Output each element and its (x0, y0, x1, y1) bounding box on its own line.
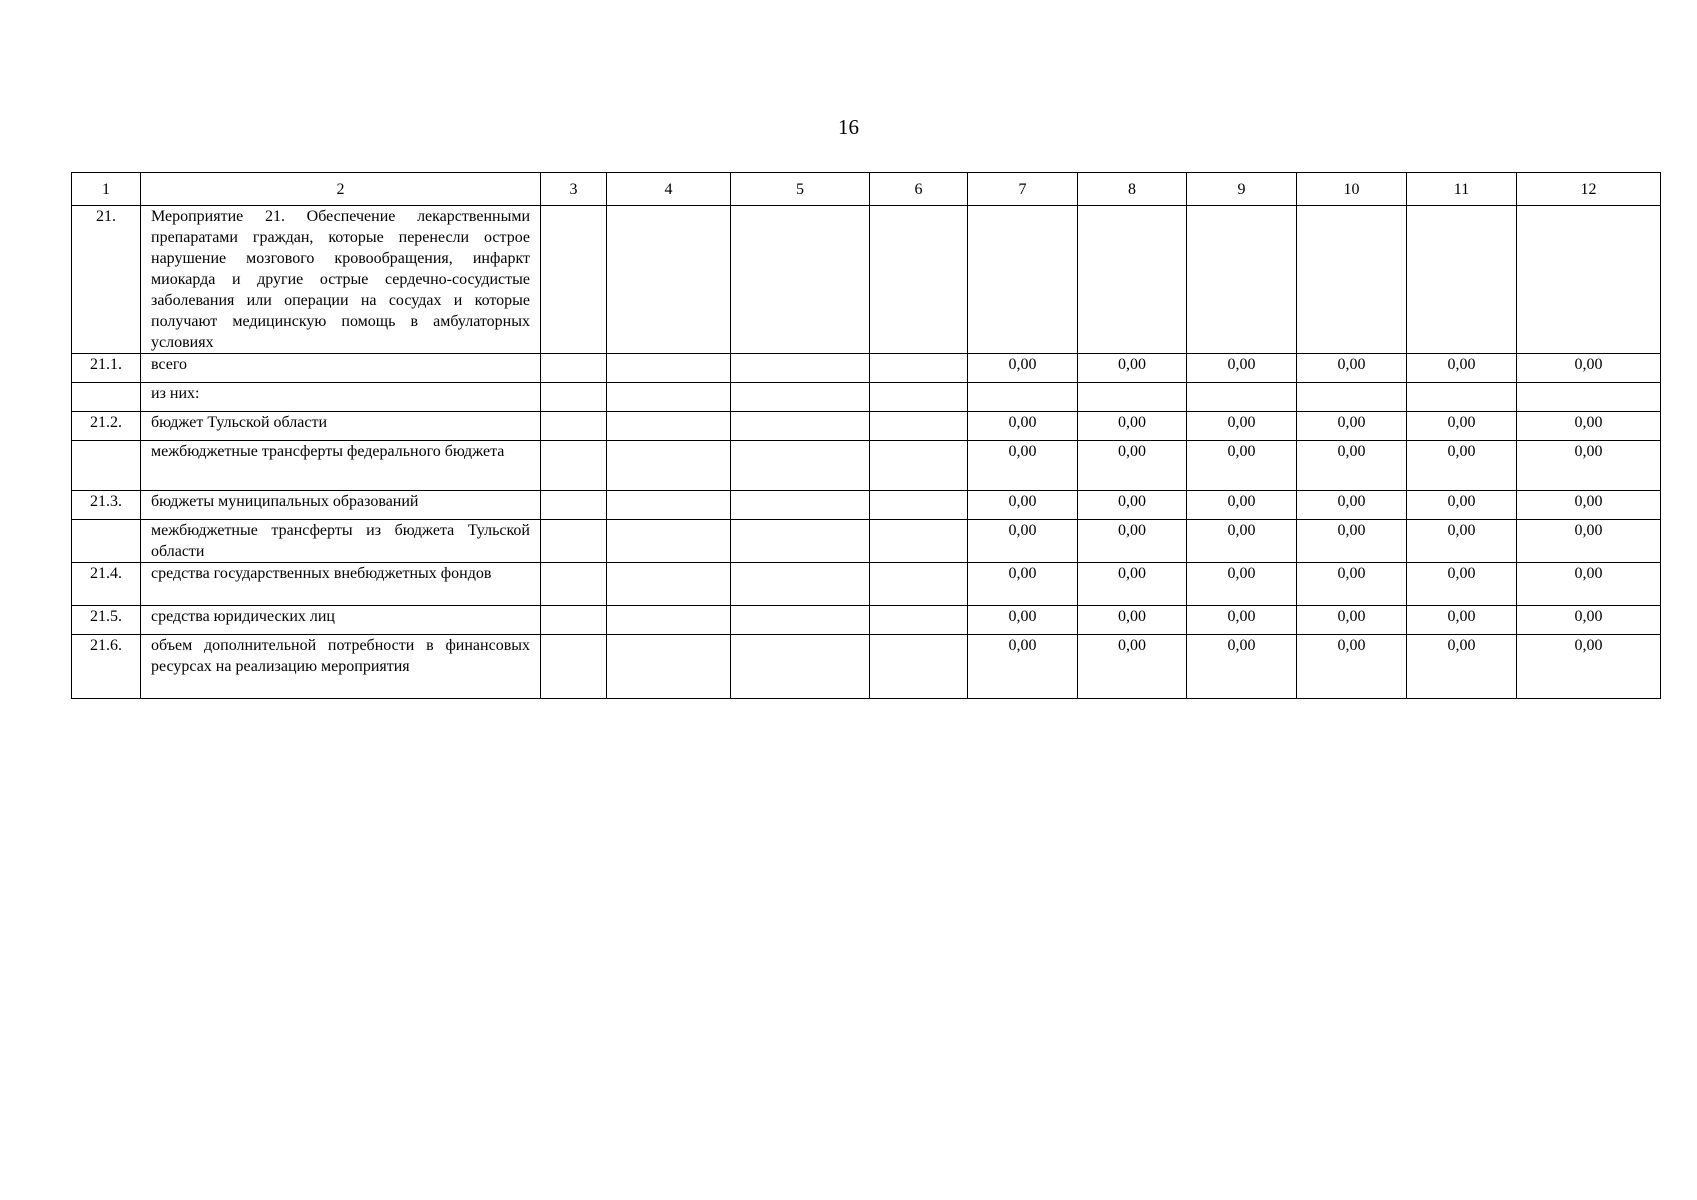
value-cell: 0,00 (968, 606, 1078, 635)
row-number-cell: 21. (72, 206, 141, 354)
value-cell: 0,00 (1187, 635, 1297, 699)
empty-cell (731, 206, 870, 354)
empty-cell (607, 635, 731, 699)
row-description-cell: межбюджетные трансферты из бюджета Тульской области (141, 520, 541, 563)
value-cell (1407, 206, 1517, 354)
empty-cell (541, 606, 607, 635)
empty-cell (607, 354, 731, 383)
column-header: 4 (607, 173, 731, 206)
value-cell (1297, 383, 1407, 412)
value-cell: 0,00 (1078, 635, 1187, 699)
table-row (72, 206, 1661, 354)
value-cell (1407, 383, 1517, 412)
value-cell: 0,00 (1297, 606, 1407, 635)
empty-cell (731, 354, 870, 383)
value-cell (968, 206, 1078, 354)
value-cell (1517, 206, 1661, 354)
value-cell: 0,00 (968, 491, 1078, 520)
empty-cell (541, 563, 607, 606)
empty-cell (541, 383, 607, 412)
column-header: 11 (1407, 173, 1517, 206)
row-number-cell: 21.1. (72, 354, 141, 383)
empty-cell (870, 383, 968, 412)
value-cell (1187, 383, 1297, 412)
empty-cell (541, 206, 607, 354)
value-cell: 0,00 (1187, 520, 1297, 563)
column-header: 7 (968, 173, 1078, 206)
empty-cell (607, 206, 731, 354)
empty-cell (607, 412, 731, 441)
row-description-cell: Мероприятие 21. Обеспечение лекарственными препаратами граждан, которые перенесли острое нарушение мозгового кровообращения, инфаркт миокарда и другие острые сердечно-сосудистые заболевания или операции на сосудах и которые получают медицинскую помощь в амбулаторных условиях (141, 206, 541, 354)
value-cell: 0,00 (1297, 441, 1407, 491)
empty-cell (607, 563, 731, 606)
row-description-cell: из них: (141, 383, 541, 412)
value-cell: 0,00 (1187, 412, 1297, 441)
empty-cell (870, 412, 968, 441)
table-row (72, 441, 1661, 491)
table-row (72, 635, 1661, 699)
value-cell: 0,00 (1187, 354, 1297, 383)
value-cell (1187, 206, 1297, 354)
column-number-row (72, 173, 1661, 206)
value-cell: 0,00 (1078, 354, 1187, 383)
empty-cell (607, 383, 731, 412)
row-number-cell: 21.6. (72, 635, 141, 699)
value-cell: 0,00 (1517, 635, 1661, 699)
value-cell (1517, 383, 1661, 412)
column-header: 3 (541, 173, 607, 206)
value-cell: 0,00 (1297, 563, 1407, 606)
row-number-cell (72, 520, 141, 563)
empty-cell (607, 441, 731, 491)
row-description-cell: всего (141, 354, 541, 383)
value-cell: 0,00 (1407, 412, 1517, 441)
column-header: 6 (870, 173, 968, 206)
empty-cell (607, 520, 731, 563)
value-cell: 0,00 (968, 563, 1078, 606)
empty-cell (870, 441, 968, 491)
value-cell: 0,00 (1078, 563, 1187, 606)
empty-cell (731, 491, 870, 520)
value-cell: 0,00 (1078, 606, 1187, 635)
value-cell (1078, 206, 1187, 354)
value-cell: 0,00 (1407, 563, 1517, 606)
table-row (72, 383, 1661, 412)
empty-cell (870, 520, 968, 563)
row-description-cell: межбюджетные трансферты федерального бюджета (141, 441, 541, 491)
value-cell: 0,00 (1297, 354, 1407, 383)
row-description-cell: бюджеты муниципальных образований (141, 491, 541, 520)
value-cell: 0,00 (1078, 520, 1187, 563)
row-description-cell: объем дополнительной потребности в финансовых ресурсах на реализацию мероприятия (141, 635, 541, 699)
value-cell: 0,00 (1517, 441, 1661, 491)
empty-cell (870, 606, 968, 635)
empty-cell (541, 441, 607, 491)
column-header: 8 (1078, 173, 1187, 206)
empty-cell (731, 635, 870, 699)
value-cell: 0,00 (1297, 520, 1407, 563)
value-cell: 0,00 (1187, 441, 1297, 491)
value-cell: 0,00 (1297, 412, 1407, 441)
table-row (72, 412, 1661, 441)
empty-cell (870, 354, 968, 383)
table-row (72, 354, 1661, 383)
value-cell: 0,00 (1187, 563, 1297, 606)
table-row (72, 606, 1661, 635)
empty-cell (870, 635, 968, 699)
value-cell: 0,00 (1517, 491, 1661, 520)
value-cell: 0,00 (1407, 491, 1517, 520)
value-cell: 0,00 (1078, 441, 1187, 491)
empty-cell (870, 206, 968, 354)
value-cell: 0,00 (1407, 354, 1517, 383)
row-number-cell (72, 383, 141, 412)
empty-cell (731, 383, 870, 412)
empty-cell (541, 520, 607, 563)
empty-cell (541, 491, 607, 520)
table-row (72, 520, 1661, 563)
value-cell: 0,00 (968, 635, 1078, 699)
value-cell: 0,00 (968, 354, 1078, 383)
value-cell: 0,00 (968, 520, 1078, 563)
empty-cell (731, 412, 870, 441)
row-number-cell: 21.4. (72, 563, 141, 606)
value-cell: 0,00 (1517, 520, 1661, 563)
value-cell: 0,00 (1407, 441, 1517, 491)
value-cell: 0,00 (1517, 354, 1661, 383)
value-cell: 0,00 (1407, 520, 1517, 563)
value-cell: 0,00 (1517, 563, 1661, 606)
value-cell: 0,00 (1078, 491, 1187, 520)
row-description-cell: средства государственных внебюджетных фондов (141, 563, 541, 606)
value-cell: 0,00 (1297, 635, 1407, 699)
row-number-cell: 21.5. (72, 606, 141, 635)
value-cell: 0,00 (1517, 606, 1661, 635)
value-cell: 0,00 (1407, 635, 1517, 699)
value-cell (1078, 383, 1187, 412)
page-number: 16 (838, 115, 859, 139)
row-number-cell: 21.2. (72, 412, 141, 441)
value-cell: 0,00 (1078, 412, 1187, 441)
row-number-cell (72, 441, 141, 491)
value-cell: 0,00 (968, 412, 1078, 441)
financing-table (71, 172, 1661, 699)
column-header: 10 (1297, 173, 1407, 206)
value-cell (968, 383, 1078, 412)
empty-cell (870, 563, 968, 606)
row-description-cell: бюджет Тульской области (141, 412, 541, 441)
value-cell: 0,00 (1187, 606, 1297, 635)
value-cell: 0,00 (1517, 412, 1661, 441)
value-cell: 0,00 (1297, 491, 1407, 520)
value-cell: 0,00 (1187, 491, 1297, 520)
empty-cell (607, 606, 731, 635)
column-header: 9 (1187, 173, 1297, 206)
row-number-cell: 21.3. (72, 491, 141, 520)
empty-cell (731, 606, 870, 635)
empty-cell (541, 412, 607, 441)
table-row (72, 563, 1661, 606)
value-cell: 0,00 (1407, 606, 1517, 635)
row-description-cell: средства юридических лиц (141, 606, 541, 635)
empty-cell (541, 635, 607, 699)
column-header: 2 (141, 173, 541, 206)
column-header: 1 (72, 173, 141, 206)
value-cell (1297, 206, 1407, 354)
empty-cell (870, 491, 968, 520)
empty-cell (607, 491, 731, 520)
column-header: 5 (731, 173, 870, 206)
column-header: 12 (1517, 173, 1661, 206)
value-cell: 0,00 (968, 441, 1078, 491)
empty-cell (541, 354, 607, 383)
table-row (72, 491, 1661, 520)
empty-cell (731, 563, 870, 606)
empty-cell (731, 441, 870, 491)
empty-cell (731, 520, 870, 563)
